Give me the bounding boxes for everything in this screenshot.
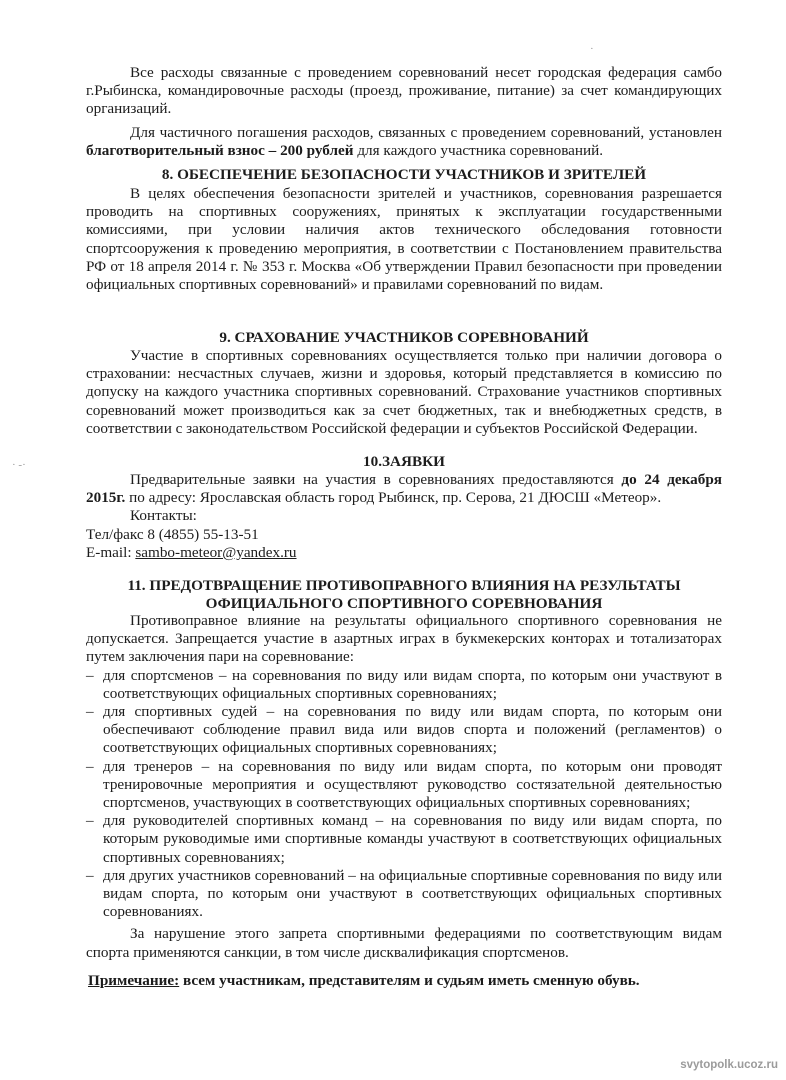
list-item: – для спортсменов – на соревнования по виду или видам спорта, по которым они участвуют в соответствующих официальных спортивных соревнованиях; [86, 666, 722, 702]
list-item: – для спортивных судей – на соревнования по виду или видам спорта, по которым они обеспечивают соблюдение правил вида или видов спорта и положений (регламентов) о соответствующих официальных спортивных соревнованиях; [86, 703, 722, 757]
note-text: всем участникам, представителям и судьям иметь сменную обувь. [179, 972, 640, 989]
deadline-date: до 24 декабря 2015г. [86, 471, 722, 507]
section-9-title: 9. СРАХОВАНИЕ УЧАСТНИКОВ СОРЕВНОВАНИЙ [219, 329, 589, 346]
watermark: svytopolk.ucoz.ru [680, 1058, 778, 1071]
donation-amount: благотворительный взнос – 200 рублей [86, 141, 354, 159]
sanctions-paragraph: За нарушение этого запрета спортивными федерациями по соответствующим видам спорта применяются санкции, в том числе дисквалификация спортсменов. [86, 925, 722, 961]
section-9-text: Участие в спортивных соревнованиях осуществляется только при наличии договора о страховании: несчастных случаев, жизни и здоровья, который представляется в комиссию по допуску на каждого участника спортивных соревнований. Страхование участников спортивных соревнований может производиться как за счет бюджетных, так и внебюджетных средств, в соответствии с законодательством Российской федерации и субъектов Российской Федерации. [86, 347, 722, 437]
section-11-title-line-2: ОФИЦИАЛЬНОГО СПОРТИВНОГО СОРЕВНОВАНИЯ [205, 595, 603, 613]
prohibition-list [86, 667, 722, 922]
note [88, 972, 724, 990]
scan-speck: · -· [12, 459, 26, 471]
section-10-title: 10.ЗАЯВКИ [363, 453, 445, 470]
section-10-body [86, 471, 722, 562]
section-8-text: В целях обеспечения безопасности зрителей и участников, соревнования разрешается проводить на спортивных сооружениях, принятых к эксплуатации государственными комиссиями, при условии наличия актов технического обследования готовности спортсооружения к проведению мероприятия, в соответствии с Постановлением правительства РФ от 18 апреля 2014 г. № 353 г. Москва «Об утверждении Правил безопасности при проведении официальных спортивных соревнований» и правилами соревнований по видам. [86, 185, 722, 294]
section-11-title [84, 577, 724, 613]
expenses-paragraph: Все расходы связанные с проведением соревнований несет городская федерация самбо г.Рыбинска, командировочные расходы (проезд, проживание, питание) за счет командирующих организаций. [86, 64, 722, 118]
list-item: – для тренеров – на соревнования по виду или видам спорта, по которым они проводят тренировочные мероприятия и осуществляют руководство состязательной деятельностью спортсменов, участвующих в соответствующих официальных спортивных соревнованиях; [86, 757, 722, 812]
donation-paragraph: Для частичного погашения расходов, связанных с проведением соревнований, установлен благотворительный взнос – 200 рублей для каждого участника соревнований. [86, 123, 722, 159]
expenses-section [86, 64, 722, 160]
list-item: – для руководителей спортивных команд – на соревнования по виду или видам спорта, по которым руководимые ими спортивные команды участвуют в соответствующих официальных спортивных соревнованиях; [86, 812, 722, 866]
email-line: E-mail: sambo-meteor@yandex.ru [86, 543, 297, 561]
section-11-body [86, 612, 722, 962]
scan-dot: · [590, 43, 594, 55]
section-11-title-line-1: 11. ПРЕДОТВРАЩЕНИЕ ПРОТИВОПРАВНОГО ВЛИЯНИЯ НА РЕЗУЛЬТАТЫ [127, 577, 681, 594]
contacts-heading: Контакты: [130, 507, 197, 525]
note-label: Примечание: [88, 972, 180, 989]
section-11-intro: Противоправное влияние на результаты официального спортивного соревнования не допускается. Запрещается участие в азартных играх в букмекерских конторах и тотализаторах путем заключения пари на соревнование: [86, 612, 722, 666]
list-item: – для других участников соревнований – на официальные спортивные соревнования по виду или видам спорта, по которым они участвуют в соответствующих официальных спортивных соревнованиях. [86, 866, 722, 921]
section-8-title: 8. ОБЕСПЕЧЕНИЕ БЕЗОПАСНОСТИ УЧАСТНИКОВ И ЗРИТЕЛЕЙ [161, 166, 647, 183]
applications-paragraph: Предварительные заявки на участия в соревнованиях предоставляются до 24 декабря 2015г. по адресу: Ярославская область город Рыбинск, пр. Серова, 21 ДЮСШ «Метеор». [86, 471, 722, 507]
email-link[interactable]: sambo-meteor@yandex.ru [135, 543, 297, 561]
phone-number: Тел/факс 8 (4855) 55-13-51 [86, 525, 259, 543]
